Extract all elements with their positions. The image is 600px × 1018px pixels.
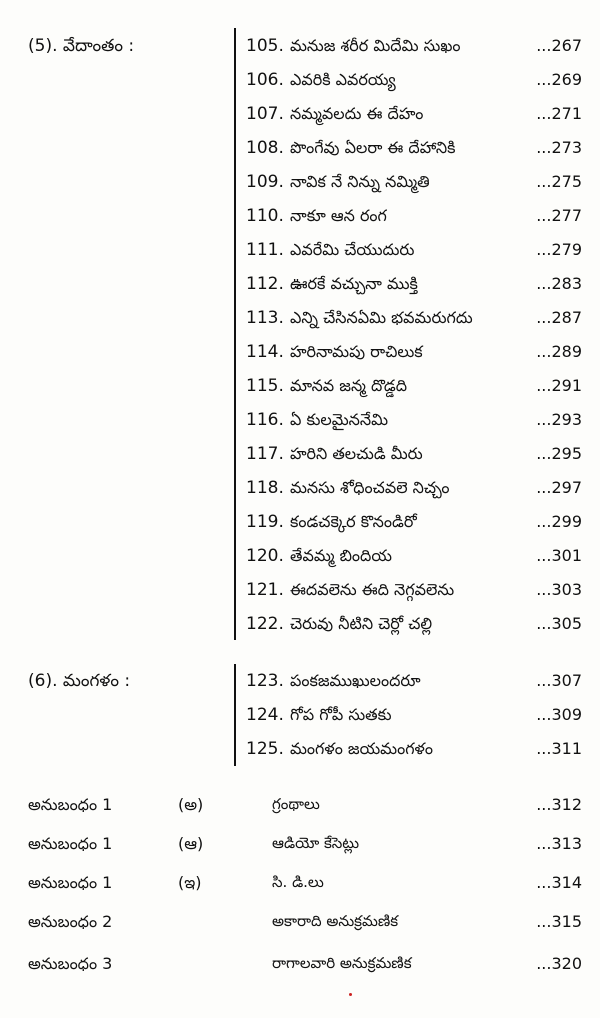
entry-number: 110. [246,206,284,226]
toc-entry [0,206,600,236]
entry-number: 113. [246,308,284,328]
entry-number: 125. [246,739,284,759]
entry-page: ...283 [536,274,582,293]
entry-title: గోప గోపీ సుతకు [290,705,392,724]
toc-entry [0,70,600,100]
appendix-title: అకారాది అనుక్రమణిక [272,912,399,930]
toc-entry [0,512,600,542]
appendix-label: అనుబంధం 3 [28,954,113,973]
appendix-page: ...312 [536,795,582,814]
entry-page: ...287 [536,308,582,327]
section-label: (6). మంగళం : [28,671,131,691]
entry-title: హరినామపు రాచిలుక [290,342,423,361]
entry-title: మంగళం జయమంగళం [290,739,433,758]
appendix-label: అనుబంధం 1 [28,873,113,892]
entry-number: 105. [246,36,284,56]
appendix-entry [0,795,600,825]
entry-title: మనుజ శరీర మిదేమి సుఖం [290,36,461,55]
entry-title: నాకూ ఆన రంగ [290,206,387,225]
toc-entry [0,580,600,610]
toc-entry [0,705,600,735]
toc-entry [0,240,600,270]
entry-page: ...295 [536,444,582,463]
entry-page: ...279 [536,240,582,259]
toc-entry [0,478,600,508]
entry-number: 121. [246,580,284,600]
entry-number: 116. [246,410,284,430]
entry-number: 111. [246,240,284,260]
toc-entry [0,36,600,66]
appendix-entry [0,873,600,903]
entry-title: మనసు శోధించవలె నిచ్చం [290,478,450,497]
toc-entry [0,614,600,644]
appendix-sub: (ఆ) [178,834,204,853]
entry-title: ఎవరేమి చేయుదురు [290,240,415,259]
entry-number: 117. [246,444,284,464]
toc-entry [0,104,600,134]
entry-page: ...309 [536,705,582,724]
appendix-title: రాగాలవారి అనుక్రమణిక [272,954,412,972]
entry-page: ...305 [536,614,582,633]
toc-entry [0,308,600,338]
entry-page: ...299 [536,512,582,531]
entry-title: చెరువు నీటిని చెర్లో చల్లి [290,614,433,633]
entry-page: ...273 [536,138,582,157]
toc-entry [0,739,600,769]
entry-title: హరిని తలచుడి మీరు [290,444,423,463]
entry-page: ...271 [536,104,582,123]
entry-title: నావిక నే నిన్ను నమ్మితి [290,172,430,191]
entry-title: ఊరకే వచ్చునా ముక్తి [290,274,418,293]
entry-page: ...289 [536,342,582,361]
toc-entry [0,546,600,576]
entry-page: ...307 [536,671,582,690]
entry-number: 118. [246,478,284,498]
appendix-entry [0,912,600,942]
entry-title: పొంగేవు ఏలరా ఈ దేహానికి [290,138,456,157]
entry-number: 108. [246,138,284,158]
appendix-sub: (అ) [178,795,204,814]
entry-number: 112. [246,274,284,294]
entry-number: 120. [246,546,284,566]
toc-entry [0,342,600,372]
entry-number: 122. [246,614,284,634]
toc-entry [0,444,600,474]
appendix-title: ఆడియో కేసెట్లు [272,834,360,852]
entry-number: 107. [246,104,284,124]
entry-page: ...303 [536,580,582,599]
entry-page: ...267 [536,36,582,55]
entry-title: ఏ కులమైననేమి [290,410,389,429]
ink-speck [349,993,352,996]
entry-title: ఎన్ని చేసినఏమి భవమరుగదు [290,308,473,327]
appendix-entry [0,954,600,984]
entry-title: తేవమ్మ బిందియ [290,546,392,565]
entry-number: 123. [246,671,284,691]
entry-page: ...269 [536,70,582,89]
appendix-label: అనుబంధం 1 [28,795,113,814]
appendix-page: ...314 [536,873,582,892]
appendix-page: ...320 [536,954,582,973]
section-label: (5). వేదాంతం : [28,36,135,56]
entry-number: 124. [246,705,284,725]
toc-entry [0,274,600,304]
entry-page: ...291 [536,376,582,395]
appendix-entry [0,834,600,864]
entry-number: 115. [246,376,284,396]
appendix-title: సి. డి.లు [272,873,324,891]
entry-page: ...301 [536,546,582,565]
entry-number: 119. [246,512,284,532]
toc-entry [0,671,600,701]
entry-title: ఈదవలెను ఈది నెగ్గవలెను [290,580,455,599]
appendix-page: ...315 [536,912,582,931]
entry-title: ఎవరికి ఎవరయ్య [290,70,396,89]
entry-number: 106. [246,70,284,90]
appendix-page: ...313 [536,834,582,853]
entry-number: 114. [246,342,284,362]
entry-page: ...311 [536,739,582,758]
entry-number: 109. [246,172,284,192]
toc-entry [0,376,600,406]
entry-title: మానవ జన్మ దొడ్డది [290,376,408,395]
entry-title: నమ్మవలదు ఈ దేహం [290,104,424,123]
appendix-sub: (ఇ) [178,873,202,892]
entry-title: పంకజముఖులందరూ [290,671,421,690]
appendix-label: అనుబంధం 1 [28,834,113,853]
appendix-title: గ్రంథాలు [272,795,320,813]
entry-title: కండచక్కెర కొనండిరో [290,512,417,531]
entry-page: ...277 [536,206,582,225]
entry-page: ...297 [536,478,582,497]
toc-entry [0,172,600,202]
toc-entry [0,138,600,168]
entry-page: ...275 [536,172,582,191]
entry-page: ...293 [536,410,582,429]
toc-entry [0,410,600,440]
appendix-label: అనుబంధం 2 [28,912,113,931]
